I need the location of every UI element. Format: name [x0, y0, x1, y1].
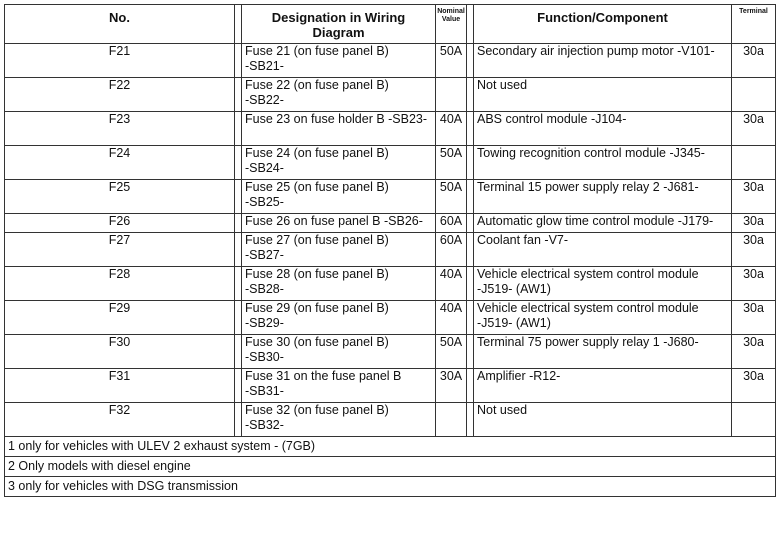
function-line: -J519- (AW1) — [477, 316, 551, 330]
gap-cell — [235, 44, 242, 78]
designation-cell — [242, 335, 436, 369]
header-gap — [235, 5, 242, 44]
footnote-row — [5, 457, 776, 477]
nominal-value: 40A — [436, 112, 467, 146]
table-row — [5, 146, 776, 180]
nominal-value: 40A — [436, 267, 467, 301]
gap-cell — [467, 267, 474, 301]
designation-code: -SB32- — [245, 418, 284, 432]
terminal-value: 30a — [732, 267, 776, 301]
terminal-value — [732, 78, 776, 112]
nominal-value: 50A — [436, 44, 467, 78]
table-row — [5, 369, 776, 403]
gap-cell — [467, 146, 474, 180]
function-cell — [474, 403, 732, 437]
gap-cell — [235, 369, 242, 403]
function-line: Automatic glow time control module -J179- — [477, 214, 714, 228]
gap-cell — [235, 180, 242, 214]
function-line: -J519- (AW1) — [477, 282, 551, 296]
table-row — [5, 44, 776, 78]
designation-code: -SB21- — [245, 59, 284, 73]
fuse-number: F26 — [5, 214, 235, 233]
function-cell — [474, 44, 732, 78]
function-line: Vehicle electrical system control module — [477, 301, 699, 315]
table-row — [5, 78, 776, 112]
fuse-number: F32 — [5, 403, 235, 437]
gap-cell — [467, 214, 474, 233]
nominal-value: 60A — [436, 214, 467, 233]
terminal-value — [732, 146, 776, 180]
designation-cell — [242, 146, 436, 180]
designation-line: Fuse 28 (on fuse panel B) — [245, 267, 389, 281]
designation-cell — [242, 112, 436, 146]
terminal-value: 30a — [732, 301, 776, 335]
designation-line: Fuse 32 (on fuse panel B) — [245, 403, 389, 417]
function-cell — [474, 112, 732, 146]
gap-cell — [467, 78, 474, 112]
table-row — [5, 267, 776, 301]
function-line: ABS control module -J104- — [477, 112, 627, 126]
designation-line: Fuse 27 (on fuse panel B) — [245, 233, 389, 247]
designation-code: -SB27- — [245, 248, 284, 262]
function-cell — [474, 214, 732, 233]
footnote: 2 Only models with diesel engine — [5, 457, 776, 477]
table-row — [5, 214, 776, 233]
terminal-value — [732, 403, 776, 437]
fuse-number: F30 — [5, 335, 235, 369]
designation-cell — [242, 267, 436, 301]
nominal-value: 50A — [436, 180, 467, 214]
function-cell — [474, 335, 732, 369]
function-line: Not used — [477, 78, 528, 92]
designation-line: Fuse 30 (on fuse panel B) — [245, 335, 389, 349]
designation-line: Fuse 22 (on fuse panel B) — [245, 78, 389, 92]
fuse-number: F28 — [5, 267, 235, 301]
designation-cell — [242, 44, 436, 78]
table-row — [5, 335, 776, 369]
function-cell — [474, 146, 732, 180]
footnote: 1 only for vehicles with ULEV 2 exhaust system - (7GB) — [5, 437, 776, 457]
gap-cell — [235, 335, 242, 369]
function-cell — [474, 369, 732, 403]
designation-cell — [242, 233, 436, 267]
function-line: Coolant fan -V7- — [477, 233, 569, 247]
fuse-number: F27 — [5, 233, 235, 267]
function-line: Terminal 15 power supply relay 2 -J681- — [477, 180, 699, 194]
fuse-number: F24 — [5, 146, 235, 180]
terminal-value: 30a — [732, 214, 776, 233]
fuse-number: F22 — [5, 78, 235, 112]
fuse-number: F31 — [5, 369, 235, 403]
designation-line: Fuse 24 (on fuse panel B) — [245, 146, 389, 160]
gap-cell — [235, 78, 242, 112]
table-row — [5, 403, 776, 437]
table-row — [5, 233, 776, 267]
designation-cell — [242, 214, 436, 233]
fuse-number: F23 — [5, 112, 235, 146]
header-terminal: Terminal — [732, 5, 776, 44]
nominal-value: 40A — [436, 301, 467, 335]
nominal-value: 50A — [436, 335, 467, 369]
designation-line: Fuse 26 on fuse panel B -SB26- — [245, 214, 423, 228]
gap-cell — [235, 267, 242, 301]
gap-cell — [235, 301, 242, 335]
gap-cell — [467, 301, 474, 335]
gap-cell — [235, 403, 242, 437]
function-cell — [474, 301, 732, 335]
designation-code: -SB22- — [245, 93, 284, 107]
gap-cell — [467, 335, 474, 369]
function-cell — [474, 78, 732, 112]
header-function: Function/Component — [474, 5, 732, 44]
designation-cell — [242, 403, 436, 437]
fuse-number: F29 — [5, 301, 235, 335]
footnote: 3 only for vehicles with DSG transmission — [5, 477, 776, 497]
gap-cell — [467, 180, 474, 214]
terminal-value: 30a — [732, 233, 776, 267]
designation-code: -SB29- — [245, 316, 284, 330]
fuse-number: F25 — [5, 180, 235, 214]
designation-line: Fuse 23 on fuse holder B -SB23- — [245, 112, 428, 126]
function-line: Terminal 75 power supply relay 1 -J680- — [477, 335, 699, 349]
function-cell — [474, 180, 732, 214]
terminal-value: 30a — [732, 44, 776, 78]
designation-line: Fuse 25 (on fuse panel B) — [245, 180, 389, 194]
designation-code: -SB30- — [245, 350, 284, 364]
fuse-number: F21 — [5, 44, 235, 78]
function-cell — [474, 233, 732, 267]
designation-line: Fuse 29 (on fuse panel B) — [245, 301, 389, 315]
designation-code: -SB28- — [245, 282, 284, 296]
fuse-table — [4, 4, 776, 497]
designation-cell — [242, 180, 436, 214]
function-line: Amplifier -R12- — [477, 369, 561, 383]
gap-cell — [467, 112, 474, 146]
terminal-value: 30a — [732, 369, 776, 403]
designation-code: -SB24- — [245, 161, 284, 175]
function-line: Not used — [477, 403, 528, 417]
header-designation: Designation in Wiring Diagram — [242, 5, 436, 44]
nominal-value — [436, 78, 467, 112]
designation-line: Fuse 21 (on fuse panel B) — [245, 44, 389, 58]
header-no: No. — [5, 5, 235, 44]
header-row — [5, 5, 776, 44]
nominal-value: 50A — [436, 146, 467, 180]
table-row — [5, 112, 776, 146]
designation-cell — [242, 78, 436, 112]
designation-code: -SB25- — [245, 195, 284, 209]
table-row — [5, 301, 776, 335]
gap-cell — [467, 233, 474, 267]
gap-cell — [235, 233, 242, 267]
gap-cell — [467, 403, 474, 437]
terminal-value: 30a — [732, 180, 776, 214]
table-row — [5, 180, 776, 214]
nominal-value: 60A — [436, 233, 467, 267]
gap-cell — [467, 369, 474, 403]
designation-cell — [242, 369, 436, 403]
function-line: Secondary air injection pump motor -V101- — [477, 44, 715, 58]
nominal-value: 30A — [436, 369, 467, 403]
terminal-value: 30a — [732, 112, 776, 146]
header-gap — [467, 5, 474, 44]
footnote-row — [5, 437, 776, 457]
gap-cell — [235, 214, 242, 233]
footnote-row — [5, 477, 776, 497]
designation-cell — [242, 301, 436, 335]
gap-cell — [467, 44, 474, 78]
function-line: Towing recognition control module -J345- — [477, 146, 705, 160]
terminal-value: 30a — [732, 335, 776, 369]
designation-line: Fuse 31 on the fuse panel B — [245, 369, 402, 383]
function-cell — [474, 267, 732, 301]
gap-cell — [235, 146, 242, 180]
nominal-value — [436, 403, 467, 437]
gap-cell — [235, 112, 242, 146]
function-line: Vehicle electrical system control module — [477, 267, 699, 281]
designation-code: -SB31- — [245, 384, 284, 398]
header-nominal-value: Nominal Value — [436, 5, 467, 44]
